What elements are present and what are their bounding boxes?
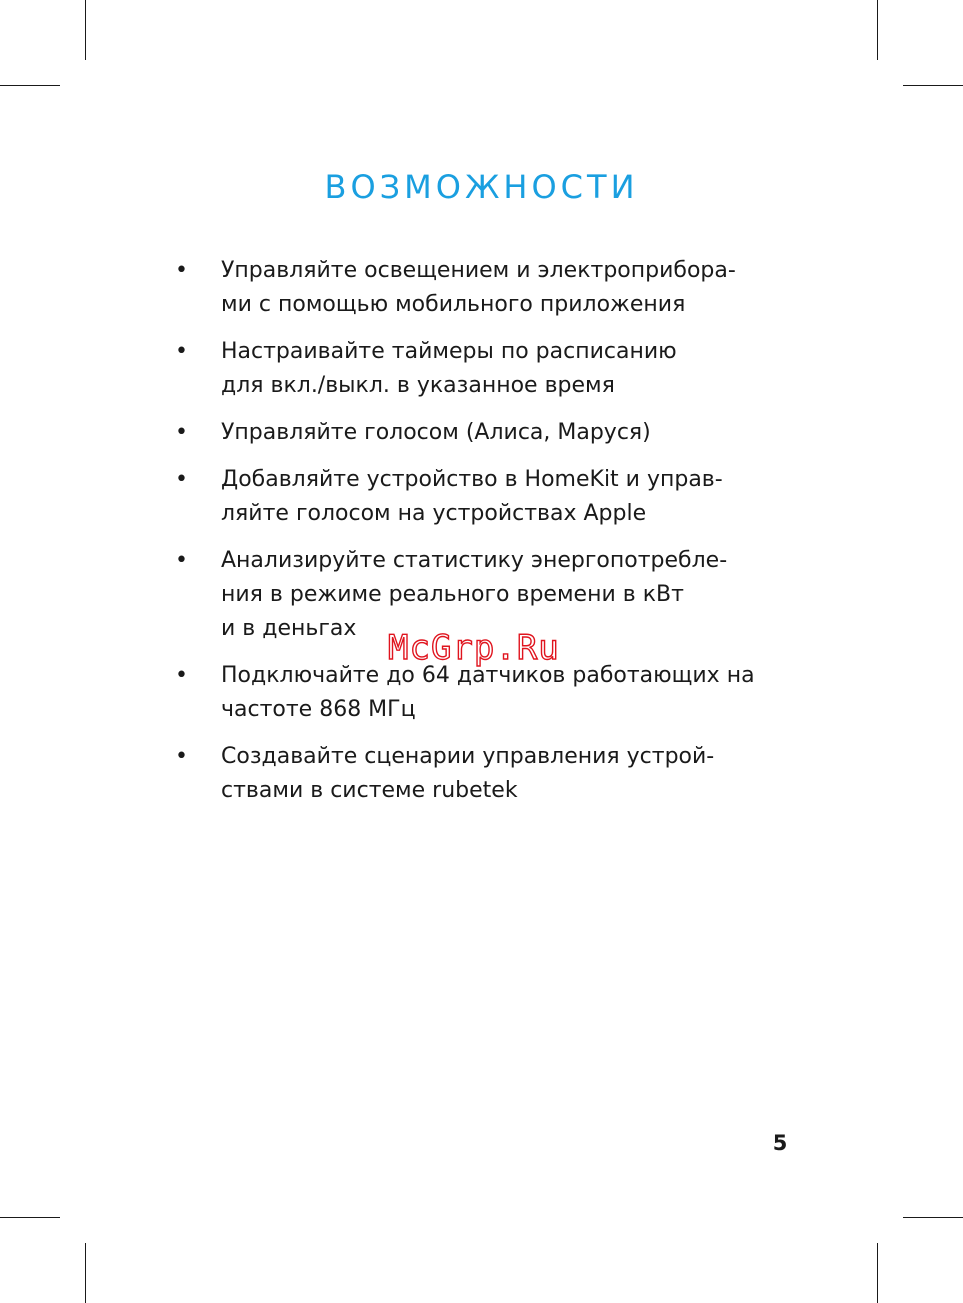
feature-item	[175, 335, 795, 403]
feature-text-line: и в деньгах	[221, 616, 357, 641]
feature-text-line: ствами в системе rubetek	[221, 778, 518, 803]
crop-mark-bottom-right-vertical	[877, 1243, 878, 1303]
feature-item	[175, 254, 795, 322]
feature-item	[175, 740, 795, 808]
page-number: 5	[772, 1131, 788, 1155]
feature-text-line: ния в режиме реального времени в кВт	[221, 582, 684, 607]
crop-mark-bottom-right-horizontal	[903, 1217, 963, 1218]
bullet-icon: •	[175, 467, 188, 492]
feature-text-line: Анализируйте статистику энергопотребле-	[221, 548, 728, 573]
feature-text-line: для вкл./выкл. в указанное время	[221, 373, 615, 398]
feature-item	[175, 659, 795, 727]
bullet-icon: •	[175, 744, 188, 769]
feature-item	[175, 463, 795, 531]
feature-text-line: Управляйте освещением и электроприбора-	[221, 258, 736, 283]
bullet-icon: •	[175, 339, 188, 364]
watermark: McGrp.Ru	[388, 628, 560, 668]
page-title: ВОЗМОЖНОСТИ	[324, 168, 639, 206]
bullet-icon: •	[175, 663, 188, 688]
crop-mark-top-right-vertical	[877, 0, 878, 60]
feature-text-line: Создавайте сценарии управления устрой-	[221, 744, 715, 769]
bullet-icon: •	[175, 258, 188, 283]
feature-text-line: ми с помощью мобильного приложения	[221, 292, 686, 317]
feature-text-line: ляйте голосом на устройствах Apple	[221, 501, 647, 526]
crop-mark-bottom-left-vertical	[85, 1243, 86, 1303]
bullet-icon: •	[175, 420, 188, 445]
feature-text-line: Добавляйте устройство в HomeKit и управ-	[221, 467, 723, 492]
feature-text-line: Управляйте голосом (Алиса, Маруся)	[221, 420, 651, 445]
feature-text-line: Подключайте до 64 датчиков работающих на	[221, 663, 755, 688]
crop-mark-top-left-vertical	[85, 0, 86, 60]
crop-mark-bottom-left-horizontal	[0, 1217, 60, 1218]
feature-text-line: частоте 868 МГц	[221, 697, 416, 722]
crop-mark-top-right-horizontal	[903, 85, 963, 86]
feature-text-line: Настраивайте таймеры по расписанию	[221, 339, 677, 364]
crop-mark-top-left-horizontal	[0, 85, 60, 86]
bullet-icon: •	[175, 548, 188, 573]
feature-item	[175, 416, 795, 450]
features-list	[175, 254, 795, 821]
